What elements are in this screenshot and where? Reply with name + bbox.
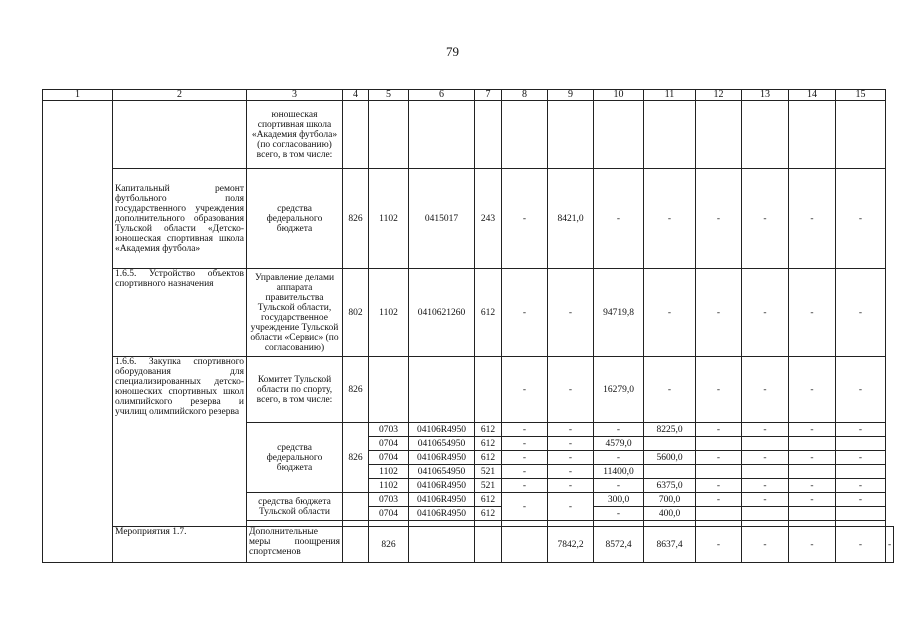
- table-row: 1.6.6. Закупка спортивного оборудования для специализированных детско-юношеских спортивных школ олимпийского резерва и училищ олимпийского резерва Комитет Тульской области по спорту, всего, в том числе: 826 - - 16279,0 - - - - -: [43, 357, 894, 423]
- funding-source-cell: средства федерального бюджета: [247, 423, 343, 493]
- header-cell: 3: [247, 90, 343, 101]
- header-cell: 1: [43, 90, 113, 101]
- table-row: 0704 04106R4950 612 - 400,0: [43, 507, 894, 521]
- table-row: Капитальный ремонт футбольного поля государственного учреждения дополнительного образования Тульской области «Детско-юношеская спортивная школа «Академия футбола» средства федерального бюджета 826 1102 0415017 243 - 8421,0 - - - - - -: [43, 169, 894, 269]
- activity-cell: 1.6.6. Закупка спортивного оборудования для специализированных детско-юношеских спортивных школ олимпийского резерва и училищ олимпийского резерва: [113, 357, 247, 527]
- recipient-cell: Комитет Тульской области по спорту, всего, в том числе:: [247, 357, 343, 423]
- header-cell: 8: [502, 90, 548, 101]
- page-number: 79: [446, 44, 459, 59]
- header-cell: 7: [475, 90, 502, 101]
- table-row: Мероприятия 1.7. Дополнительные меры поощрения спортсменов 826 7842,2 8572,4 8637,4 - - - - -: [43, 527, 894, 563]
- table-row: средства федерального бюджета 826 0703 04106R4950 612 - - - 8225,0 - - - -: [43, 423, 894, 437]
- header-cell: 10: [594, 90, 644, 101]
- header-cell: 14: [789, 90, 836, 101]
- funding-source-cell: средства бюджета Тульской области: [247, 493, 343, 521]
- table-row: 0704 04106R4950 612 - - - 5600,0 - - - -: [43, 451, 894, 465]
- measure-cell: Мероприятия 1.7.: [113, 527, 247, 563]
- table-row: 1102 0410654950 521 - - 11400,0: [43, 465, 894, 479]
- activity-cell: Дополнительные меры поощрения спортсменов: [247, 527, 343, 563]
- header-cell: 12: [696, 90, 742, 101]
- header-cell: 15: [836, 90, 886, 101]
- table-row: средства бюджета Тульской области 0703 04106R4950 612 - - 300,0 700,0 - - - -: [43, 493, 894, 507]
- activity-cell: 1.6.5. Устройство объектов спортивного назначения: [113, 269, 247, 357]
- header-cell: 11: [644, 90, 696, 101]
- header-cell: 2: [113, 90, 247, 101]
- recipient-cell: средства федерального бюджета: [247, 169, 343, 269]
- activity-cell: Капитальный ремонт футбольного поля государственного учреждения дополнительного образования Тульской области «Детско-юношеская спортивная школа «Академия футбола»: [113, 169, 247, 269]
- table-row: 0704 0410654950 612 - - 4579,0: [43, 437, 894, 451]
- header-cell: 6: [409, 90, 475, 101]
- recipient-cell: юношеская спортивная школа «Академия футбола» (по согласованию) всего, в том числе:: [247, 101, 343, 169]
- header-cell: 5: [369, 90, 409, 101]
- header-row: [43, 90, 894, 101]
- header-cell: 9: [548, 90, 594, 101]
- recipient-cell: Управление делами аппарата правительства Тульской области, государственное учреждение Тульской области «Сервис» (по согласованию): [247, 269, 343, 357]
- table-row: 1.6.5. Устройство объектов спортивного назначения Управление делами аппарата правительства Тульской области, государственное учреждение Тульской области «Сервис» (по согласованию) 802 1102 0410621260 612 - - 94719,8 - - - - -: [43, 269, 894, 357]
- budget-table: [42, 89, 894, 563]
- header-cell: 4: [343, 90, 369, 101]
- table-row: [43, 101, 894, 169]
- header-cell: 13: [742, 90, 789, 101]
- table-row: 1102 04106R4950 521 - - - 6375,0 - - - -: [43, 479, 894, 493]
